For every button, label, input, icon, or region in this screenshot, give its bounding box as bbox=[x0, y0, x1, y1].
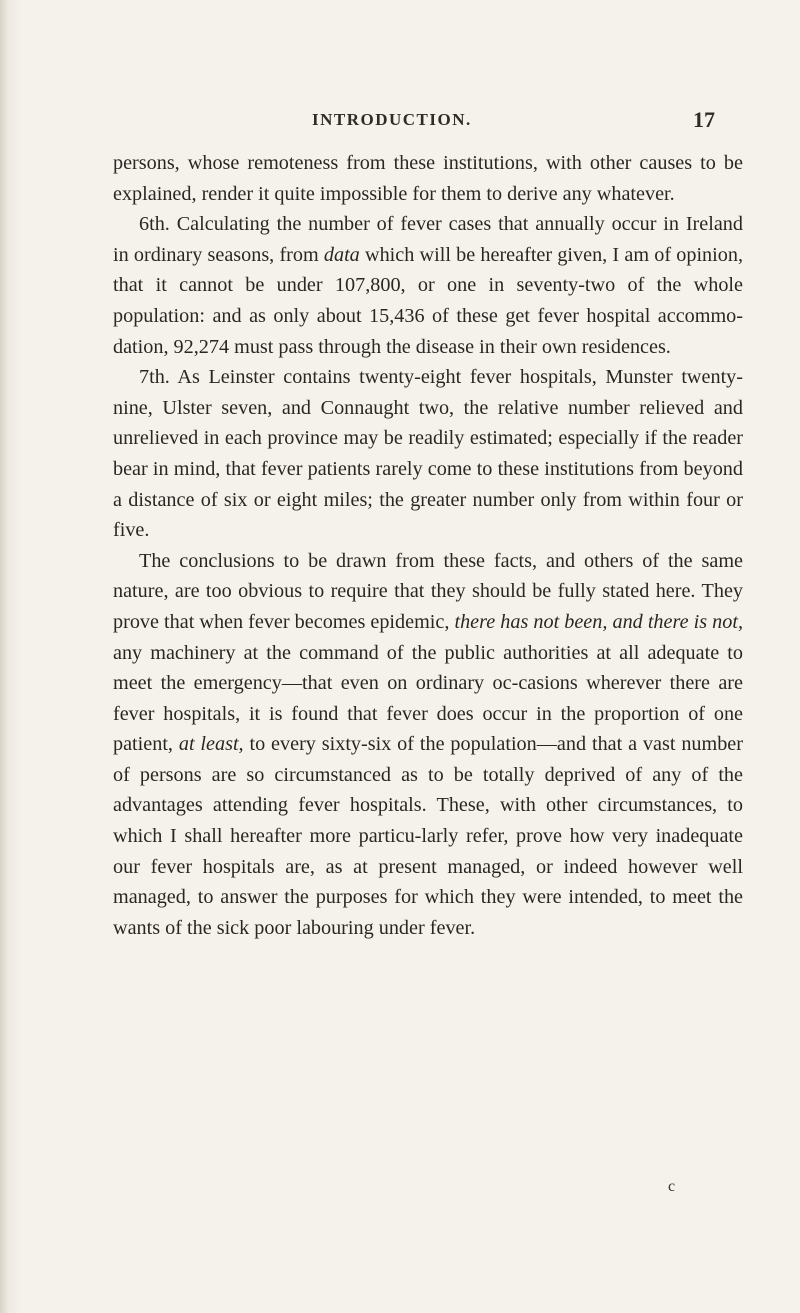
page-number: 17 bbox=[693, 107, 715, 132]
text-segment: 6th. Calculating the number of fever cases that annually occur in Ireland in ordinary seasons, from bbox=[113, 213, 743, 266]
italic-text: data bbox=[323, 243, 360, 266]
signature-mark: c bbox=[668, 1178, 676, 1195]
paragraph bbox=[113, 546, 743, 944]
running-head bbox=[0, 107, 800, 140]
paragraph bbox=[113, 209, 743, 362]
body-text bbox=[113, 148, 743, 943]
text-segment: which will be hereafter given, I am of opinion, that it cannot be under 107,800, or one in seventy-two of the whole population: and as only about 15,436 of these get fever hospital accommo-dation, 92,274 must pass through the disease in their own residences. bbox=[113, 243, 743, 358]
text-segment: 7th. As Leinster contains twenty-eight fever hospitals, Munster twenty-nine, Ulster seven, and Connaught two, the relative number relieved and unrelieved in each province may be readily estimated; especially if the reader bear in mind, that fever patients rarely come to these institutions from beyond a distance of six or eight miles; the greater number only from within four or five. bbox=[113, 366, 743, 542]
text-segment: to every sixty-six of the population—and that a vast number of persons are so circumstanced as to be totally deprived of any of the advantages attending fever hospitals. These, with other circumstances, to which I shall hereafter more particu-larly refer, prove how very inadequate our fever hospitals are, as at present managed, or indeed however well managed, to answer the purposes for which they were intended, to meet the wants of the sick poor labouring under fever. bbox=[113, 733, 743, 939]
text-segment: The conclusions to be drawn from these facts, and others of the same nature, are too obvious to require that they should be fully stated here. They prove that when fever becomes epidemic, bbox=[113, 549, 743, 633]
paragraph bbox=[113, 362, 743, 546]
paragraph bbox=[113, 148, 743, 209]
text-segment: persons, whose remoteness from these institutions, with other causes to be explained, render it quite impossible for them to derive any whatever. bbox=[113, 152, 743, 205]
italic-text: there has not been, and there is not, bbox=[454, 610, 743, 633]
running-head-title: INTRODUCTION. bbox=[312, 110, 472, 129]
gutter-shadow bbox=[0, 0, 8, 1313]
text-segment: any machinery at the command of the public authorities at all adequate to meet the emergency—that even on ordinary oc-casions wherever there are fever hospitals, it is found that fever does occur in the proportion of one patient, bbox=[113, 641, 743, 756]
italic-text: at least, bbox=[178, 733, 244, 756]
